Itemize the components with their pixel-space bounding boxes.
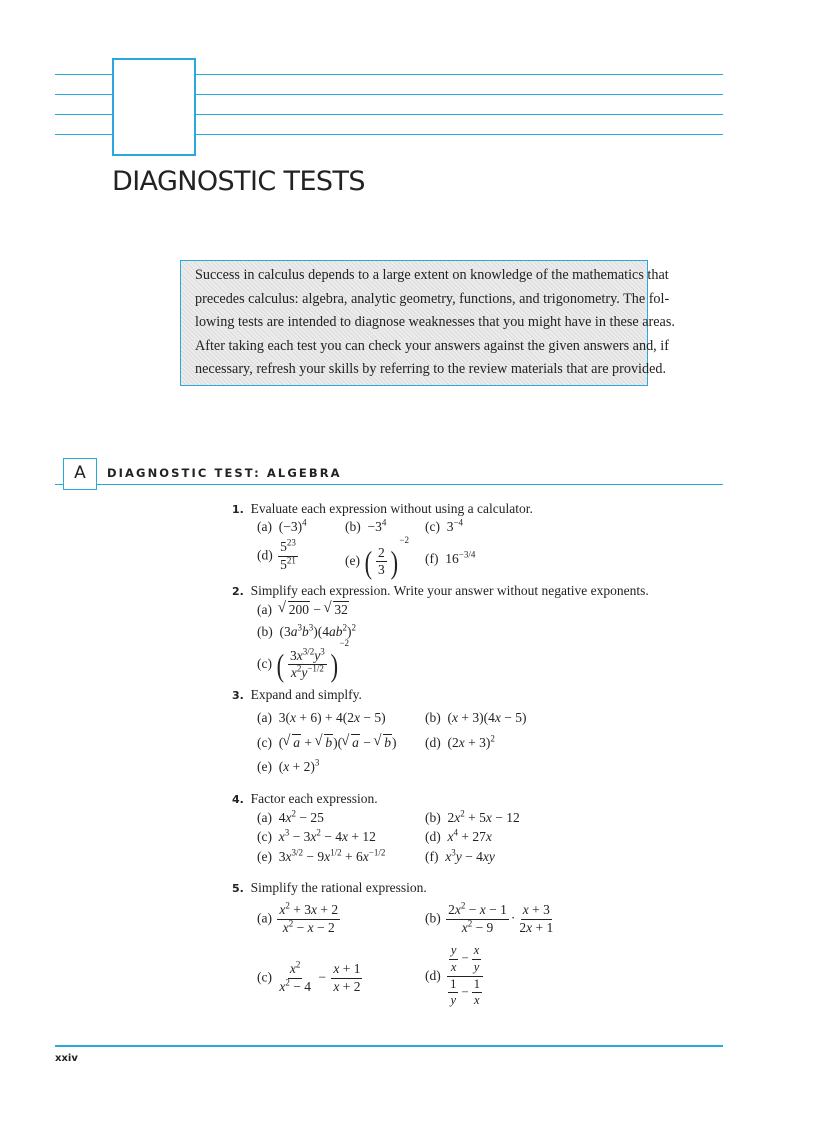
problem-1a: (a) $(-3)^4$ [257,517,307,534]
problem-number: 2. [232,585,244,598]
section-rule [97,484,723,485]
problem-4a: (a) $4x^2 - 25$ [257,808,324,825]
intro-line: precedes calculus: algebra, analytic geometry, functions, and trigonometry. The fol- [195,290,670,307]
intro-line: Success in calculus depends to a large extent on knowledge of the mathematics that [195,267,669,283]
section-rule-left [55,484,63,485]
problem-3e: (e) $(x + 2)^3$ [257,757,320,774]
problem-3c: (c) (√ a + √ b)(√ a − √ b) [257,736,396,750]
problem-5 [232,881,427,895]
problem-4d: (d) $x^4 + 27x$ [425,827,492,844]
problem-4 [232,792,378,806]
problem-prompt: Evaluate each expression without using a calculator. [250,501,533,516]
problem-prompt: Simplify each expression. Write your answer without negative exponents. [250,583,649,598]
problem-3d: (d) $(2x + 3)^2$ [425,733,495,750]
page-title: DIAGNOSTIC TESTS [112,166,365,197]
problem-4c: (c) $x^3 - 3x^2 - 4x + 12$ [257,827,376,844]
problem-number: 3. [232,689,244,702]
problem-2b: (b) $(3a^3b^3)(4ab^2)^2$ [257,622,356,639]
section-letter-box: A [63,458,97,490]
problem-number: 5. [232,882,244,895]
header-square [112,58,196,156]
page-number: xxiv [55,1053,78,1064]
problem-prompt: Factor each expression. [250,791,378,806]
problem-4b: (b) $2x^2 + 5x - 12$ [425,808,520,825]
problem-4f: (f) $x^3y - 4xy$ [425,847,495,864]
intro-line: lowing tests are intended to diagnose weaknesses that you might have in these areas. [195,314,675,330]
problem-1e: (e) ( $\frac{2}{3}$ )$^{-2}$ [345,535,409,580]
problem-5c: (c) $\frac{x^2}{x^2 - 4}$ − $\frac{x + 1}{x + 2}$ [257,959,361,994]
problem-5d: (d) $\frac{y}{x}$ − $\frac{x}{y}$ $\frac{1}{y}$ − $\frac{1}{x}$ [425,944,486,1008]
problem-1c: (c) $3^{-4}$ [425,517,464,534]
problem-prompt: Expand and simplfy. [250,687,362,702]
intro-line: After taking each test you can check your answers against the given answers and, if [195,337,669,354]
problem-1d: (d) $\frac{5^{23}}{5^{21}}$ [257,537,296,572]
footer-rule [55,1045,723,1047]
problem-1b: $(b) -3^4$ [345,517,387,534]
problem-2a: (a) √ 200 − √ 32 [257,603,349,617]
intro-line: necessary, refresh your skills by referring to the review materials that are provided. [195,361,667,377]
problem-3b: (b) (x + 3)(4x − 5) [425,710,527,725]
problem-5a: (a) $\frac{x^2 + 3x + 2}{x^2 - x - 2}$ [257,900,339,935]
problem-number: 1. [232,503,244,516]
problem-number: 4. [232,793,244,806]
section-heading: DIAGNOSTIC TEST: ALGEBRA [107,466,342,480]
problem-1f: (f) $16^{-3/4}$ [425,549,476,566]
problem-prompt: Simplify the rational expression. [250,880,427,895]
intro-box [180,260,675,386]
problem-2 [232,584,649,598]
problem-4e: (e) $3x^{3/2} - 9x^{1/2} + 6x^{-1/2}$ [257,847,386,864]
problem-1 [232,502,533,516]
problem-5b: (b) $\frac{2x^2 - x - 1}{x^2 - 9}$ · $\frac{x + 3}{2x + 1}$ [425,900,554,935]
problem-3 [232,688,362,702]
problem-2c: (c) ( $\frac{3x^{3/2}y^3}{x^2y^{-1/2}}$ )$^{-2}$ [257,638,350,683]
problem-3a: (a) 3(x + 6) + 4(2x − 5) [257,710,386,725]
